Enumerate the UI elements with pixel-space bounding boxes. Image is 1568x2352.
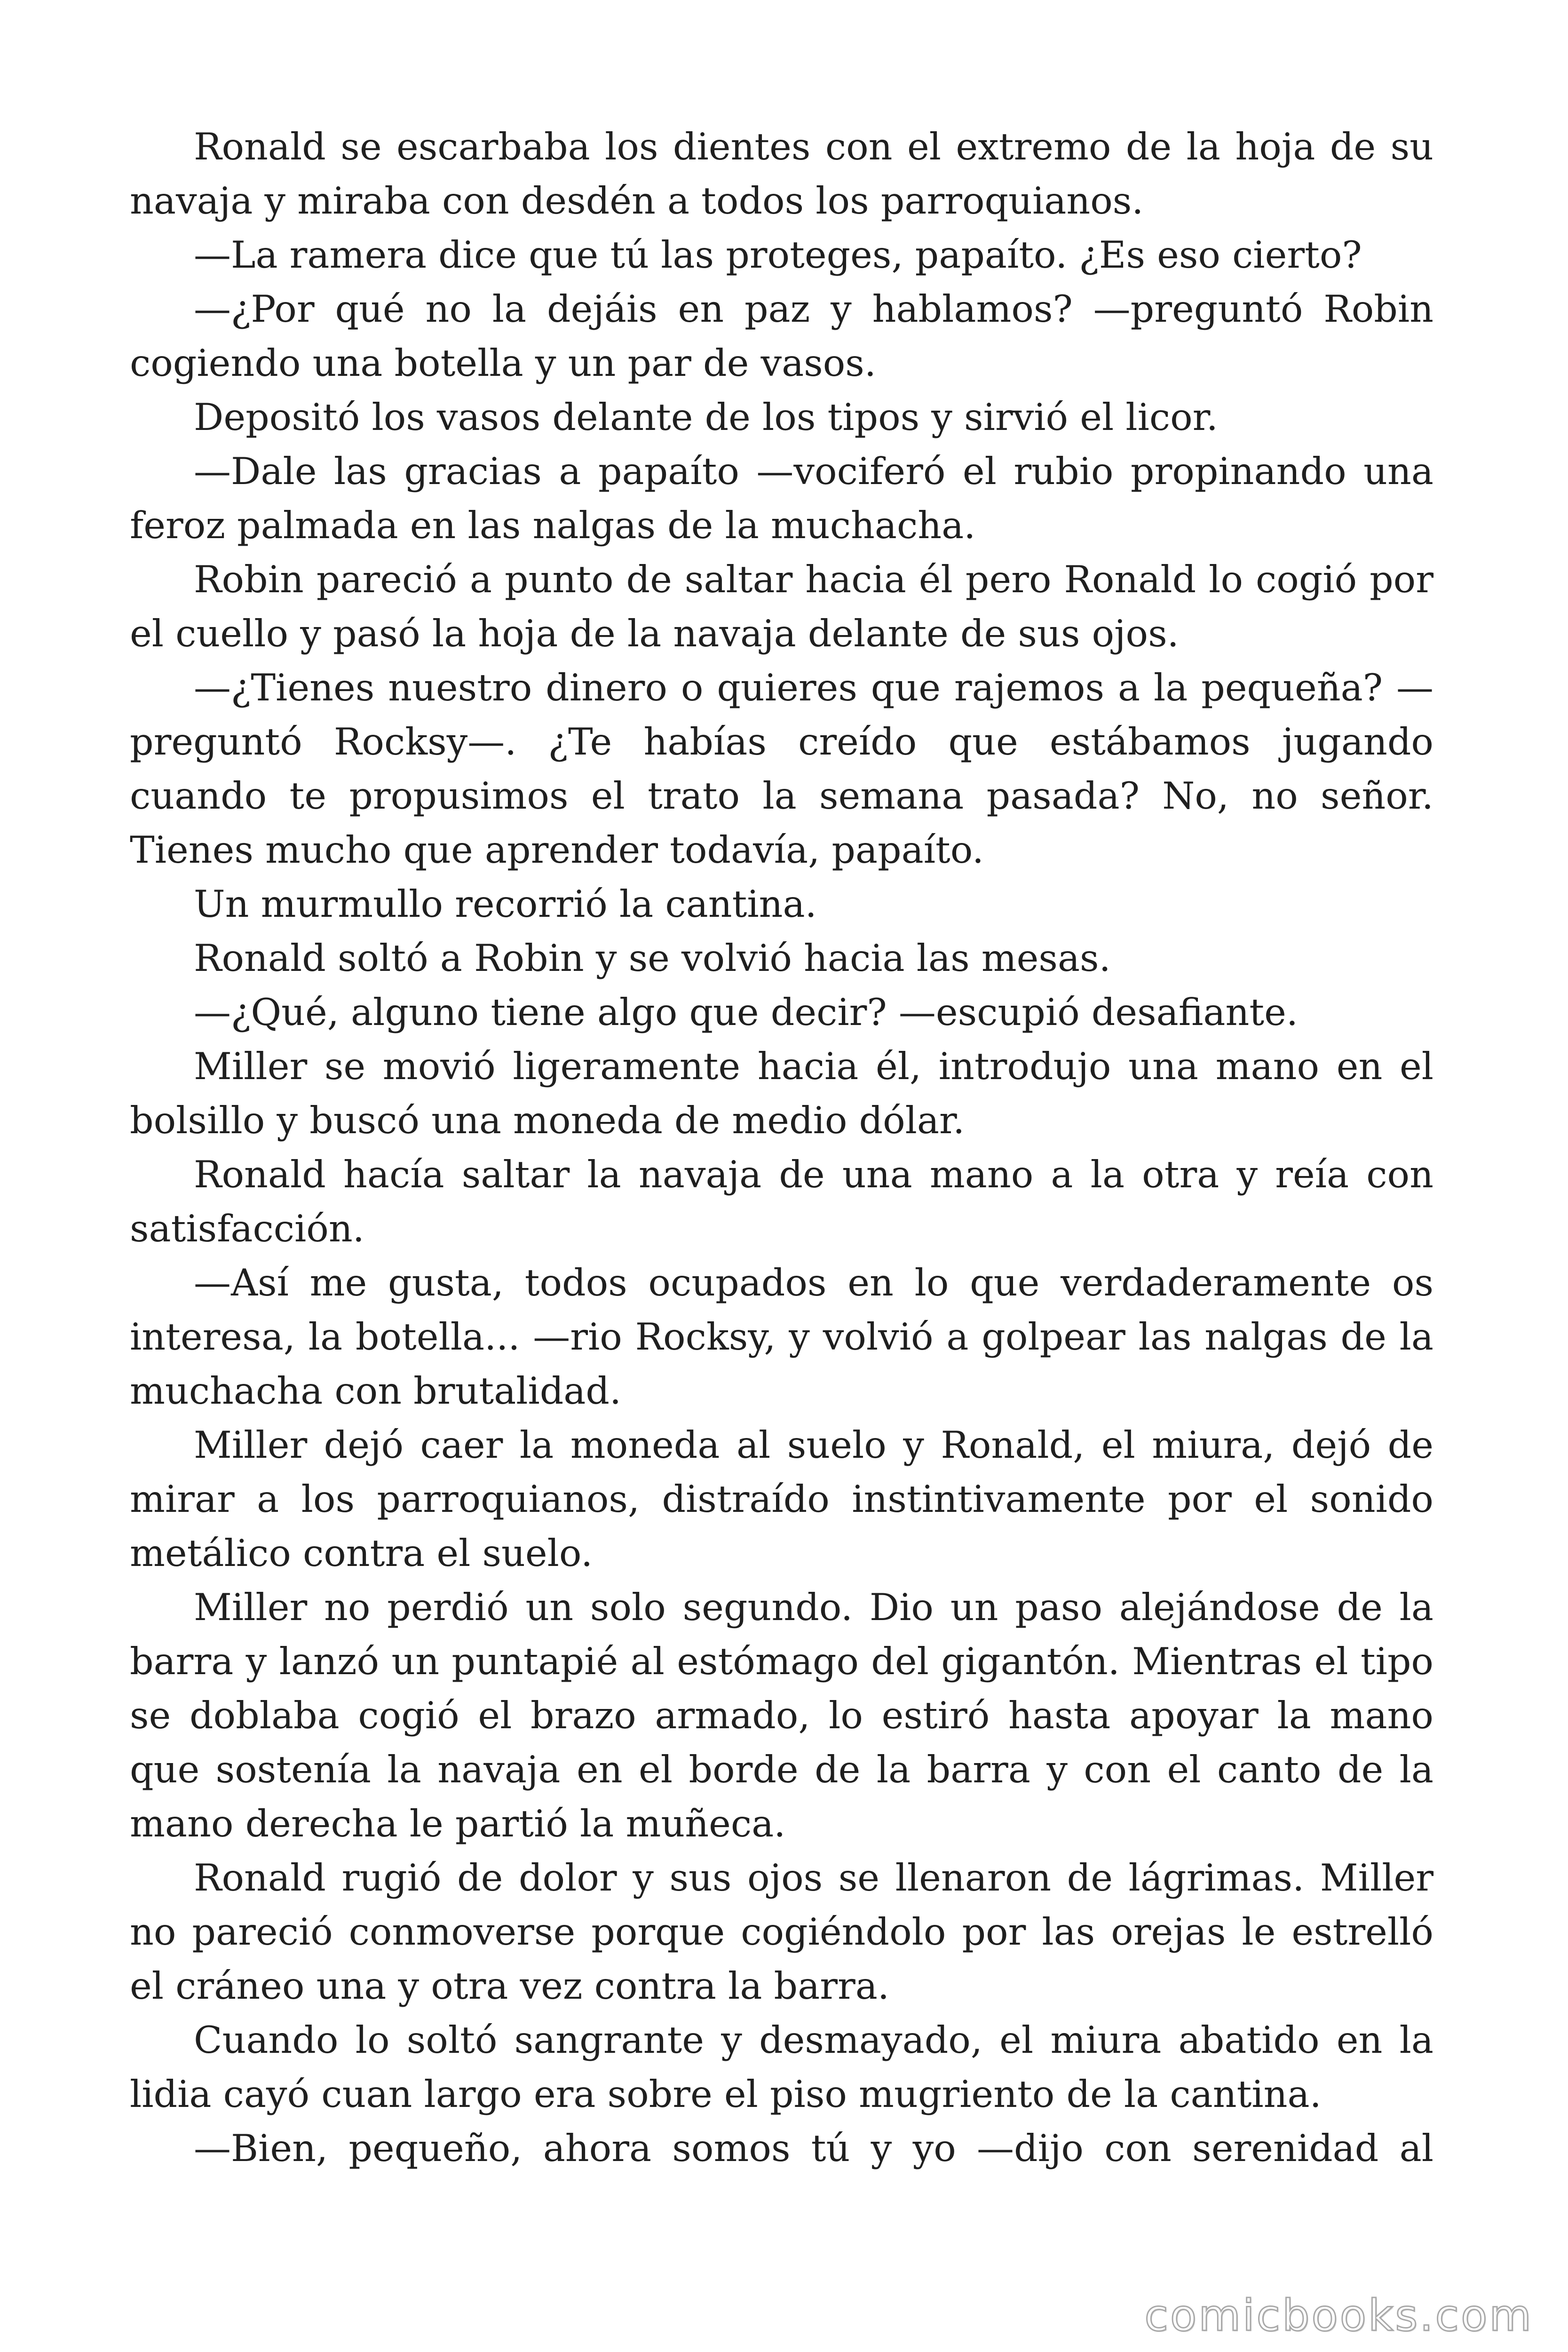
paragraph: Miller se movió ligeramente hacia él, introdujo una mano en el bolsillo y buscó una moneda de medio dólar.	[130, 1045, 1433, 1142]
paragraph: Miller dejó caer la moneda al suelo y Ronald, el miura, dejó de mirar a los parroquianos, distraído instintivamente por el sonido metálico contra el suelo.	[130, 1423, 1433, 1575]
paragraph: —¿Tienes nuestro dinero o quieres que rajemos a la pequeña? —preguntó Rocksy—. ¿Te habías creído que estábamos jugando cuando te propusimos el trato la semana pasada? No, no señor. Tienes mucho que aprender todavía, papaíto.	[130, 666, 1433, 872]
paragraph: Cuando lo soltó sangrante y desmayado, el miura abatido en la lidia cayó cuan largo era sobre el piso mugriento de la cantina.	[130, 2018, 1433, 2116]
paragraph: Ronald soltó a Robin y se volvió hacia las mesas.	[194, 937, 1111, 980]
watermark: comicbooks.com	[1144, 2290, 1533, 2341]
paragraph: Depositó los vasos delante de los tipos y sirvió el licor.	[194, 396, 1218, 439]
paragraph: Un murmullo recorrió la cantina.	[194, 882, 817, 926]
paragraph: —Dale las gracias a papaíto —vociferó el rubio propinando una feroz palmada en las nalgas de la muchacha.	[130, 450, 1433, 547]
paragraph: —¿Qué, alguno tiene algo que decir? —escupió desafiante.	[194, 991, 1299, 1034]
paragraph: Robin pareció a punto de saltar hacia él pero Ronald lo cogió por el cuello y pasó la hoja de la navaja delante de sus ojos.	[130, 558, 1433, 655]
paragraph: —Así me gusta, todos ocupados en lo que verdaderamente os interesa, la botella... —rio Rocksy, y volvió a golpear las nalgas de la muchacha con brutalidad.	[130, 1261, 1433, 1413]
paragraph: Miller no perdió un solo segundo. Dio un paso alejándose de la barra y lanzó un puntapié al estómago del gigantón. Mientras el tipo se doblaba cogió el brazo armado, lo estiró hasta apoyar la mano que sostenía la navaja en el borde de la barra y con el canto de la mano derecha le partió la muñeca.	[130, 1586, 1433, 1845]
paragraph: —La ramera dice que tú las proteges, papaíto. ¿Es eso cierto?	[194, 233, 1362, 277]
paragraph: —¿Por qué no la dejáis en paz y hablamos? —preguntó Robin cogiendo una botella y un par de vasos.	[130, 287, 1433, 385]
paragraph: Ronald hacía saltar la navaja de una mano a la otra y reía con satisfacción.	[130, 1153, 1433, 1250]
paragraph: Ronald rugió de dolor y sus ojos se llenaron de lágrimas. Miller no pareció conmoverse porque cogiéndolo por las orejas le estrelló el cráneo una y otra vez contra la barra.	[130, 1856, 1433, 2008]
paragraph-continued: —Bien, pequeño, ahora somos tú y yo —dijo con serenidad al	[194, 2127, 1433, 2170]
paragraph: Ronald se escarbaba los dientes con el extremo de la hoja de su navaja y miraba con desdén a todos los parroquianos.	[130, 125, 1433, 222]
body-text	[130, 120, 1433, 2176]
